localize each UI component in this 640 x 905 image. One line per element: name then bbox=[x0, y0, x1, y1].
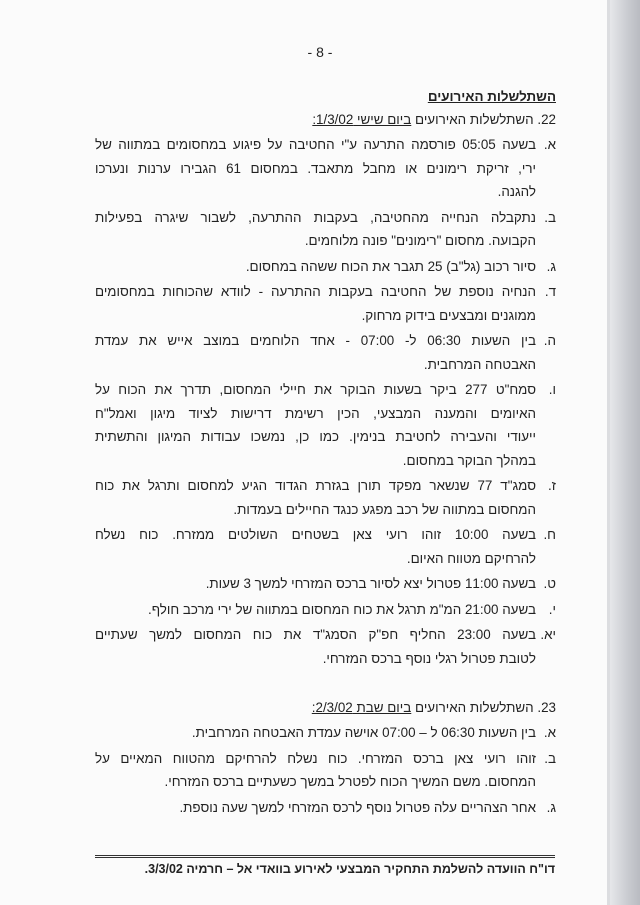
item-line: האיומים והמענה המבצעי, הכין רשימת דרישות לציוד מיגון ואמל"ח bbox=[95, 405, 536, 421]
footer-text: דו"ח הוועדה להשלמת התחקיר המבצעי לאירוע בוואדי אל – חרמיה 3/3/02. bbox=[144, 862, 555, 876]
item-body bbox=[95, 206, 536, 253]
list-item bbox=[95, 747, 556, 794]
item-marker: ז. bbox=[547, 478, 556, 493]
document-body bbox=[95, 86, 556, 819]
item-marker: א. bbox=[543, 725, 556, 740]
item-line: המחסום. משם המשיך הכוח לפטרל במשך כשעתיים ברכס המזרחי. bbox=[164, 774, 536, 789]
item-line: להגנה. bbox=[497, 184, 536, 199]
scan-edge-line bbox=[607, 0, 610, 905]
list-item bbox=[95, 474, 556, 521]
section-title-text: השתלשלות האירועים bbox=[411, 112, 534, 127]
item-body bbox=[95, 721, 536, 745]
item-marker: ב. bbox=[544, 209, 556, 225]
section-number: 22. bbox=[537, 112, 556, 127]
section-date: ביום שישי 1/3/02 bbox=[316, 112, 412, 127]
item-marker: ו. bbox=[548, 382, 556, 397]
section-title bbox=[95, 697, 556, 719]
section-heading: השתלשלות האירועים bbox=[427, 89, 556, 104]
item-line: סמח"ט 277 ביקר בשעות הבוקר את חיילי המחסום, תדרך את הכוח על bbox=[95, 382, 536, 397]
list-item bbox=[95, 572, 556, 596]
item-body bbox=[95, 474, 536, 521]
item-marker: ח. bbox=[543, 527, 556, 542]
item-line: ממוגנים ומבצעים בידוק מרחוק. bbox=[361, 307, 536, 323]
list-item bbox=[95, 721, 556, 745]
list-item bbox=[95, 329, 556, 376]
list-item bbox=[95, 378, 556, 472]
item-line: בשעה 05:05 פורסמה התרעה ע"י החטיבה על פיגוע במחסומים במתווה של bbox=[95, 137, 536, 152]
item-line: במהלך הבוקר במחסום. bbox=[402, 452, 536, 468]
item-body bbox=[95, 280, 536, 327]
item-line: זוהו רועי צאן ברכס המזרחי. כוח נשלח להרחיקם מהטווח המאיים על bbox=[95, 750, 536, 766]
item-marker: ט. bbox=[543, 576, 556, 591]
item-line: סמג"ד 77 שנשאר מפקד תורן בגזרת הגדוד הגיע למחסום ותרגל את כוח bbox=[95, 478, 536, 493]
section-date: ביום שבת 2/3/02 bbox=[315, 700, 412, 715]
item-body bbox=[95, 623, 536, 670]
item-body bbox=[95, 796, 536, 820]
item-body bbox=[95, 378, 536, 472]
item-body bbox=[95, 598, 536, 622]
item-line: בשעה 21:00 המ"מ תרגל את כוח המחסום במתווה של ירי מרכב חולף. bbox=[148, 601, 536, 617]
section-gap bbox=[95, 670, 556, 696]
item-marker: ה. bbox=[543, 333, 556, 348]
item-body bbox=[95, 133, 536, 204]
list-item bbox=[95, 280, 556, 327]
item-line: הנחיה נוספת של החטיבה בעקבות ההתרעה - לוודא שהכוחות במחסומים bbox=[95, 284, 536, 299]
section-colon: : bbox=[312, 112, 317, 127]
item-line: להרחיקם מטווח האיום. bbox=[406, 550, 536, 566]
item-line: בשעה 11:00 פטרול יצא לסיור ברכס המזרחי למשך 3 שעות. bbox=[205, 576, 536, 591]
footer-rule bbox=[95, 855, 555, 858]
item-line: בין השעות 06:30 ל – 07:00 אוישה עמדת האבטחה המרחבית. bbox=[191, 725, 536, 740]
scan-edge bbox=[610, 0, 640, 905]
item-marker: ג. bbox=[546, 799, 556, 815]
list-item bbox=[95, 598, 556, 622]
item-line: נתקבלה הנחייה מהחטיבה, בעקבות ההתרעה, לשבור שיגרה בפעילות bbox=[95, 209, 536, 225]
item-body bbox=[95, 747, 536, 794]
item-marker: י. bbox=[548, 601, 556, 617]
item-body bbox=[95, 255, 536, 279]
item-marker: א. bbox=[543, 137, 556, 152]
item-line: הקבועה. מחסום "רימונים" פונה מלוחמים. bbox=[304, 233, 536, 248]
section-number: 23. bbox=[537, 700, 556, 715]
item-line: ירי, זריקת רימונים או מחבל מתאבד. במחסום 61 הגבירו ערנות ונערכו bbox=[95, 160, 536, 176]
item-line: לטובת פטרול רגלי נוסף ברכס המזרחי. bbox=[322, 650, 536, 666]
item-marker: ד. bbox=[544, 284, 556, 299]
section-colon: : bbox=[311, 700, 316, 715]
item-line: בשעה 10:00 זוהו רועי צאן בשטחים השולטים ממזרח. כוח נשלח bbox=[95, 527, 536, 542]
list-item bbox=[95, 796, 556, 820]
list-item bbox=[95, 523, 556, 570]
page-number: - 8 - bbox=[307, 44, 333, 60]
item-line: האבטחה המרחבית. bbox=[423, 356, 536, 372]
item-line: בין השעות 06:30 ל- 07:00 - אחד הלוחמים במוצב אייש את עמדת bbox=[95, 333, 536, 348]
item-line: המחסום במתווה של רכב מפגע כנגד החיילים בעמדות. bbox=[233, 501, 536, 517]
item-marker: ג. bbox=[546, 258, 556, 274]
item-line: ייעודי והעבירה לחטיבת בנימין. כמו כן, נמשכו עבודות המיגון והתשתית bbox=[95, 429, 536, 444]
item-body bbox=[95, 523, 536, 570]
list-item bbox=[95, 206, 556, 253]
list-item bbox=[95, 133, 556, 204]
item-marker: יא. bbox=[540, 627, 556, 642]
item-marker: ב. bbox=[544, 750, 556, 766]
item-body bbox=[95, 572, 536, 596]
item-line: אחר הצהריים עלה פטרול נוסף לרכס המזרחי למשך שעה נוספת. bbox=[179, 799, 536, 815]
item-line: סיור רכוב (גל"ב) 25 תגבר את הכוח ששהה במחסום. bbox=[245, 258, 536, 274]
section-title bbox=[95, 109, 556, 131]
item-line: בשעה 23:00 החליף חפ"ק הסמג"ד את כוח המחסום למשך שעתיים bbox=[95, 627, 536, 642]
list-item bbox=[95, 623, 556, 670]
item-body bbox=[95, 329, 536, 376]
section-title-text: השתלשלות האירועים bbox=[411, 700, 534, 715]
sections bbox=[95, 109, 556, 819]
list-item bbox=[95, 255, 556, 279]
